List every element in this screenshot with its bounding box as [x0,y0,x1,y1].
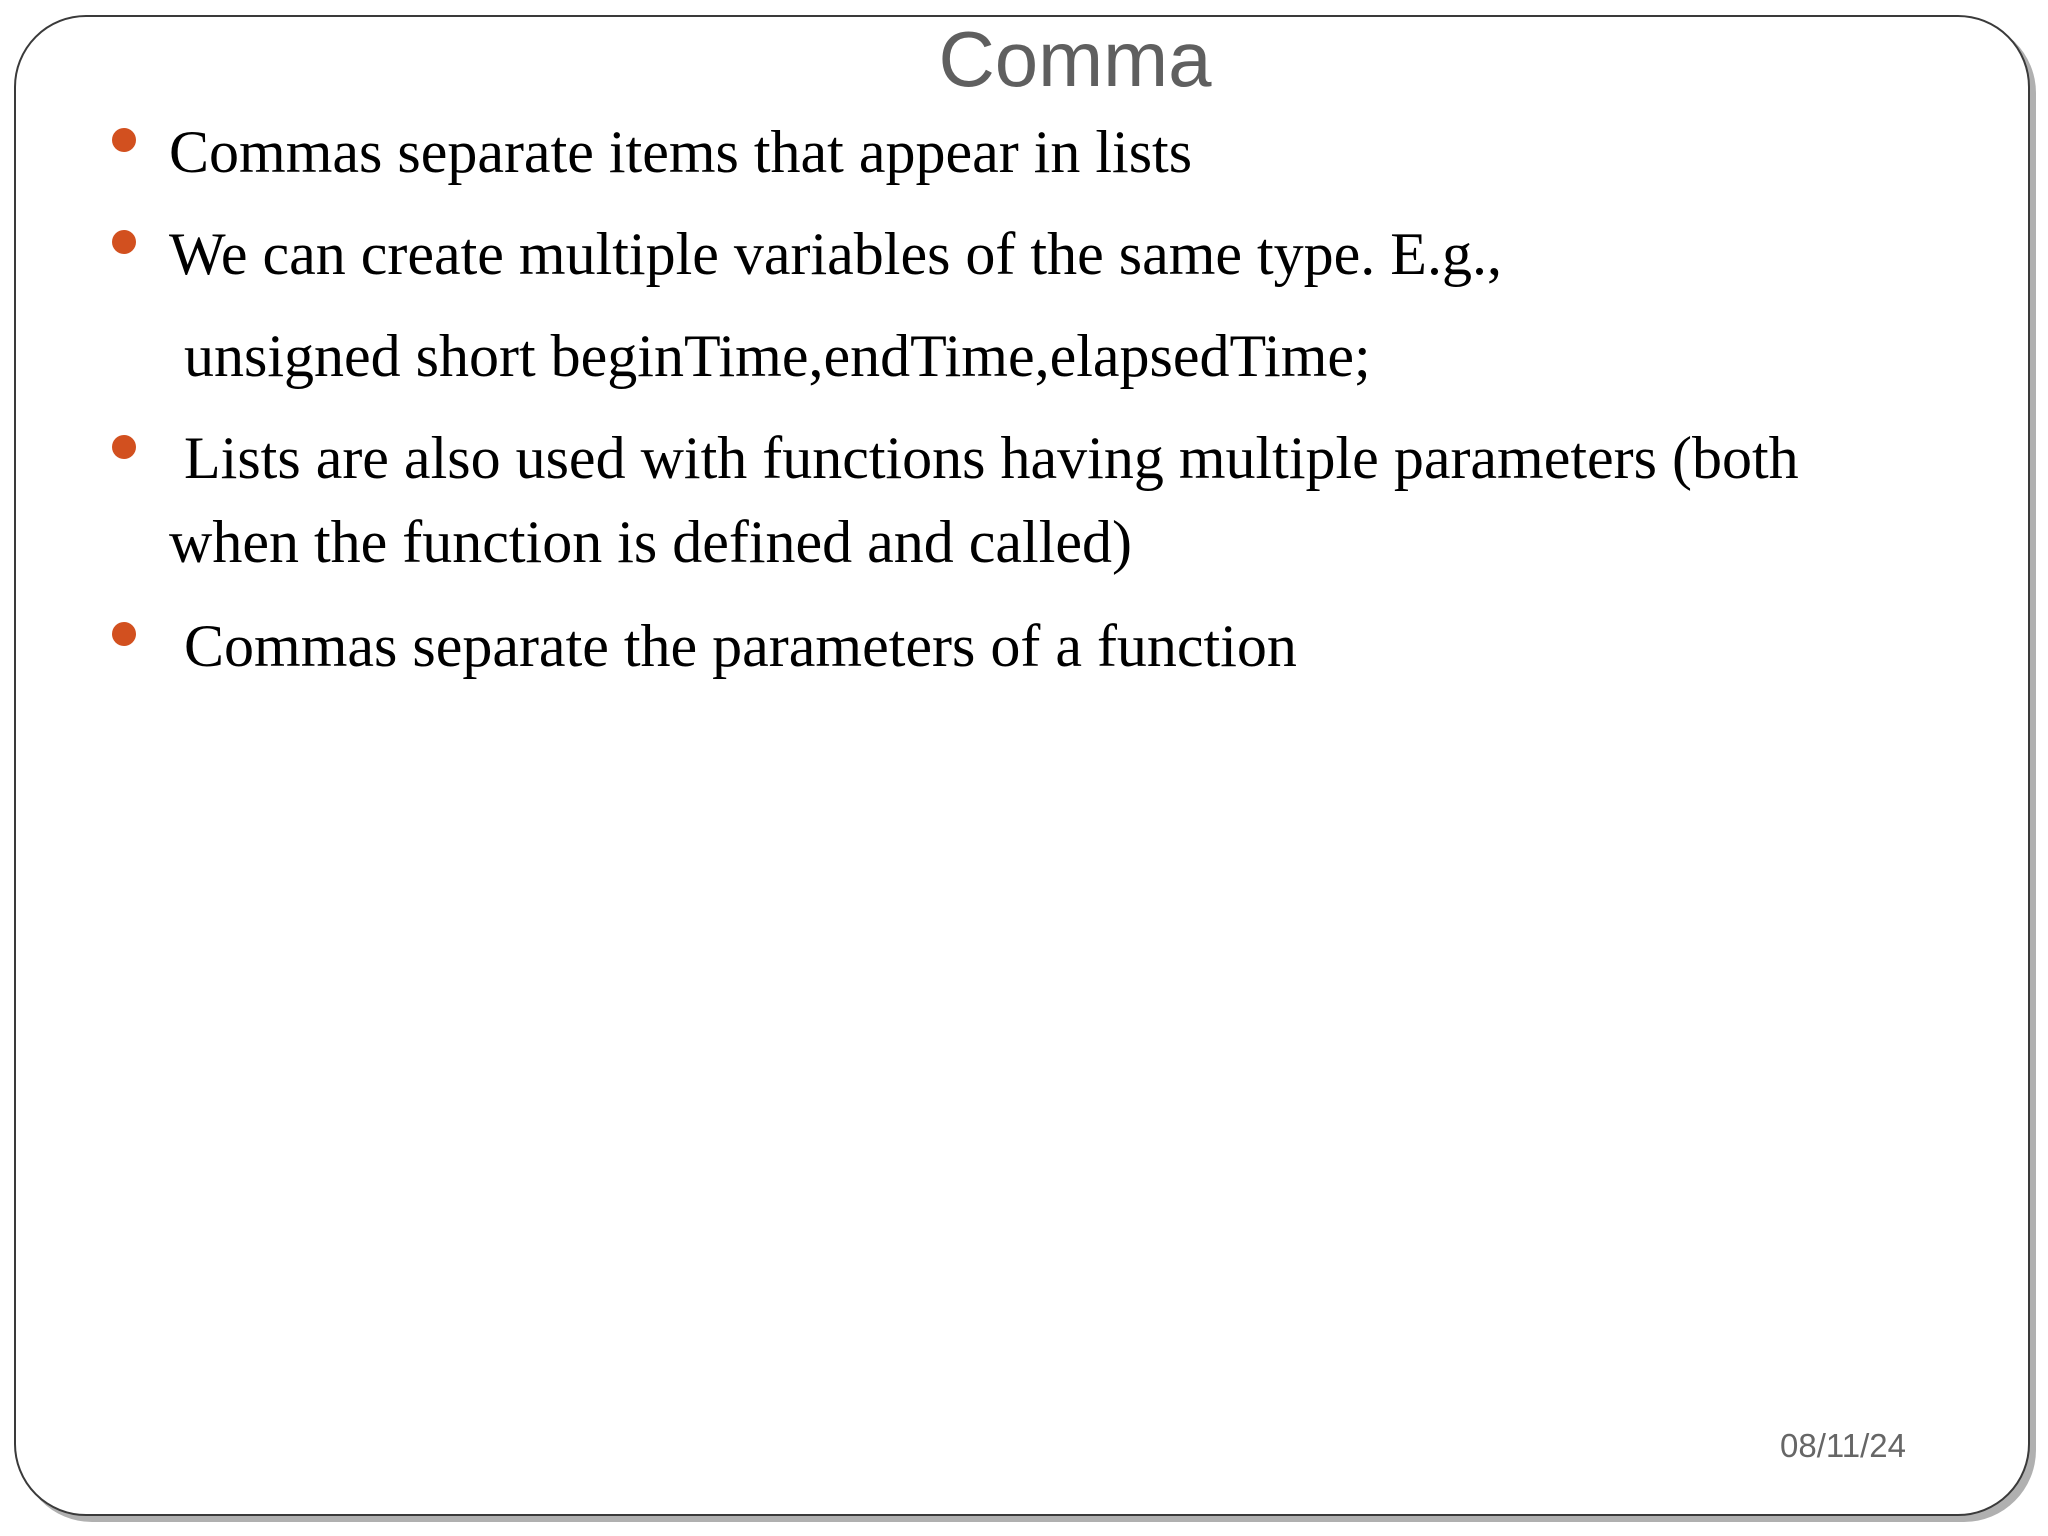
bullet-text-continuation: when the function is defined and called) [169,509,1132,575]
bullet-text: Lists are also used with functions having multiple parameters (both [169,425,1799,491]
code-example-text: unsigned short beginTime,endTime,elapsedTime; [169,323,1371,389]
slide-title: Comma [938,15,1212,103]
bullet-dot-icon [112,128,136,152]
bullet-dot-icon [112,622,136,646]
bullet-dot-icon [112,230,136,254]
bullet-text: Commas separate the parameters of a function [169,613,1297,679]
footer-date: 08/11/24 [1780,1427,1907,1464]
bullet-dot-icon [112,435,136,459]
bullet-text: We can create multiple variables of the same type. E.g., [169,221,1502,287]
bullet-text: Commas separate items that appear in lists [169,119,1193,185]
